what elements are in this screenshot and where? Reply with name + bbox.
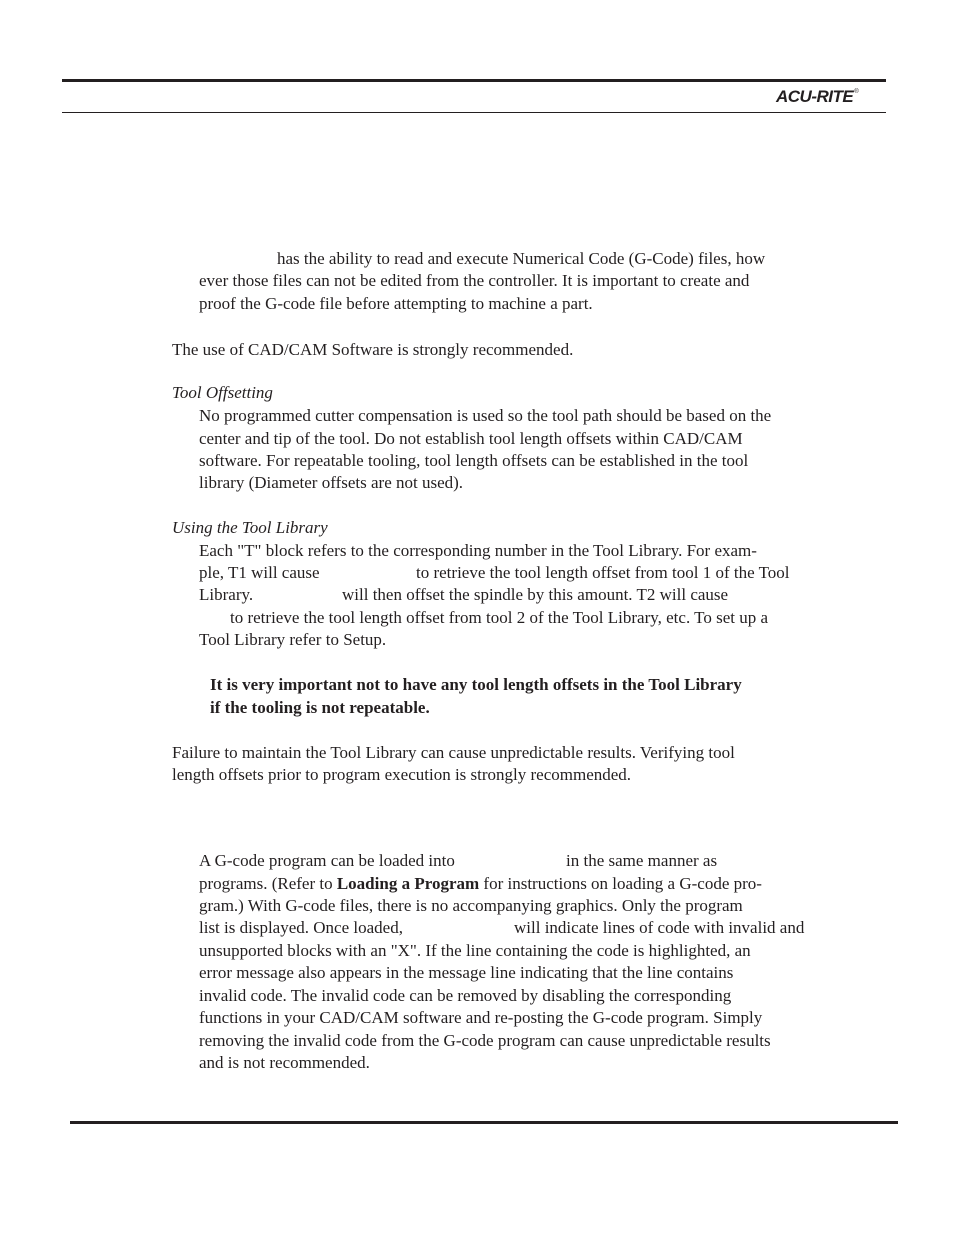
loading-a-program-reference: Loading a Program xyxy=(336,874,480,893)
tool-library-line-4: to retrieve the tool length offset from tool 2 of the Tool Library, etc. To set up a xyxy=(230,608,769,627)
logo-text: ACU-RITE xyxy=(776,87,854,106)
tool-library-line-3b: will then offset the spindle by this amount. T2 will cause xyxy=(342,585,729,604)
cad-cam-note: The use of CAD/CAM Software is strongly recommended. xyxy=(172,340,574,359)
tool-library-line-2a: ple, T1 will cause xyxy=(199,563,320,582)
tool-library-heading: Using the Tool Library xyxy=(172,518,328,537)
acu-rite-logo xyxy=(776,87,858,107)
tool-offsetting-line-2: center and tip of the tool. Do not establish tool length offsets within CAD/CAM xyxy=(199,429,743,448)
tool-library-line-3a: Library. xyxy=(199,585,254,604)
tool-library-line-2b: to retrieve the tool length offset from tool 1 of the Tool xyxy=(416,563,790,582)
intro-line-2: ever those files can not be edited from the controller. It is important to create and xyxy=(199,271,750,290)
loading-line-2 xyxy=(199,874,762,894)
header-rule-thick xyxy=(62,79,886,82)
tool-library-line-1: Each "T" block refers to the corresponding number in the Tool Library. For exam- xyxy=(199,541,757,560)
loading-line-2a: programs. (Refer to xyxy=(199,874,333,893)
header-rule-thin xyxy=(62,112,886,113)
loading-line-1a: A G-code program can be loaded into xyxy=(199,851,455,870)
intro-line-1: has the ability to read and execute Numerical Code (G-Code) files, how xyxy=(277,249,766,268)
tool-offsetting-heading: Tool Offsetting xyxy=(172,383,273,402)
tool-offsetting-line-3: software. For repeatable tooling, tool length offsets can be established in the tool xyxy=(199,451,749,470)
footer-rule xyxy=(70,1121,898,1124)
warning-line-2: if the tooling is not repeatable. xyxy=(210,698,430,717)
registered-mark: ® xyxy=(854,89,859,95)
intro-line-3: proof the G-code file before attempting to machine a part. xyxy=(199,294,593,313)
tool-offsetting-line-1: No programmed cutter compensation is used so the tool path should be based on the xyxy=(199,406,772,425)
loading-line-3: gram.) With G-code files, there is no accompanying graphics. Only the program xyxy=(199,896,743,915)
loading-line-9: removing the invalid code from the G-code program can cause unpredictable results xyxy=(199,1031,771,1050)
loading-line-4b: will indicate lines of code with invalid and xyxy=(514,918,805,937)
loading-line-2b: for instructions on loading a G-code pro- xyxy=(483,874,762,893)
loading-line-10: and is not recommended. xyxy=(199,1053,370,1072)
loading-line-5: unsupported blocks with an "X". If the line containing the code is highlighted, an xyxy=(199,941,751,960)
failure-note-line-2: length offsets prior to program execution is strongly recommended. xyxy=(172,765,632,784)
loading-line-8: functions in your CAD/CAM software and re-posting the G-code program. Simply xyxy=(199,1008,763,1027)
loading-line-7: invalid code. The invalid code can be removed by disabling the corresponding xyxy=(199,986,732,1005)
tool-offsetting-line-4: library (Diameter offsets are not used). xyxy=(199,473,464,492)
loading-line-1b: in the same manner as xyxy=(566,851,718,870)
loading-line-4a: list is displayed. Once loaded, xyxy=(199,918,403,937)
failure-note-line-1: Failure to maintain the Tool Library can cause unpredictable results. Verifying tool xyxy=(172,743,735,762)
loading-line-6: error message also appears in the message line indicating that the line contains xyxy=(199,963,734,982)
tool-library-line-5: Tool Library refer to Setup. xyxy=(199,630,387,649)
warning-line-1: It is very important not to have any tool length offsets in the Tool Library xyxy=(210,675,742,694)
